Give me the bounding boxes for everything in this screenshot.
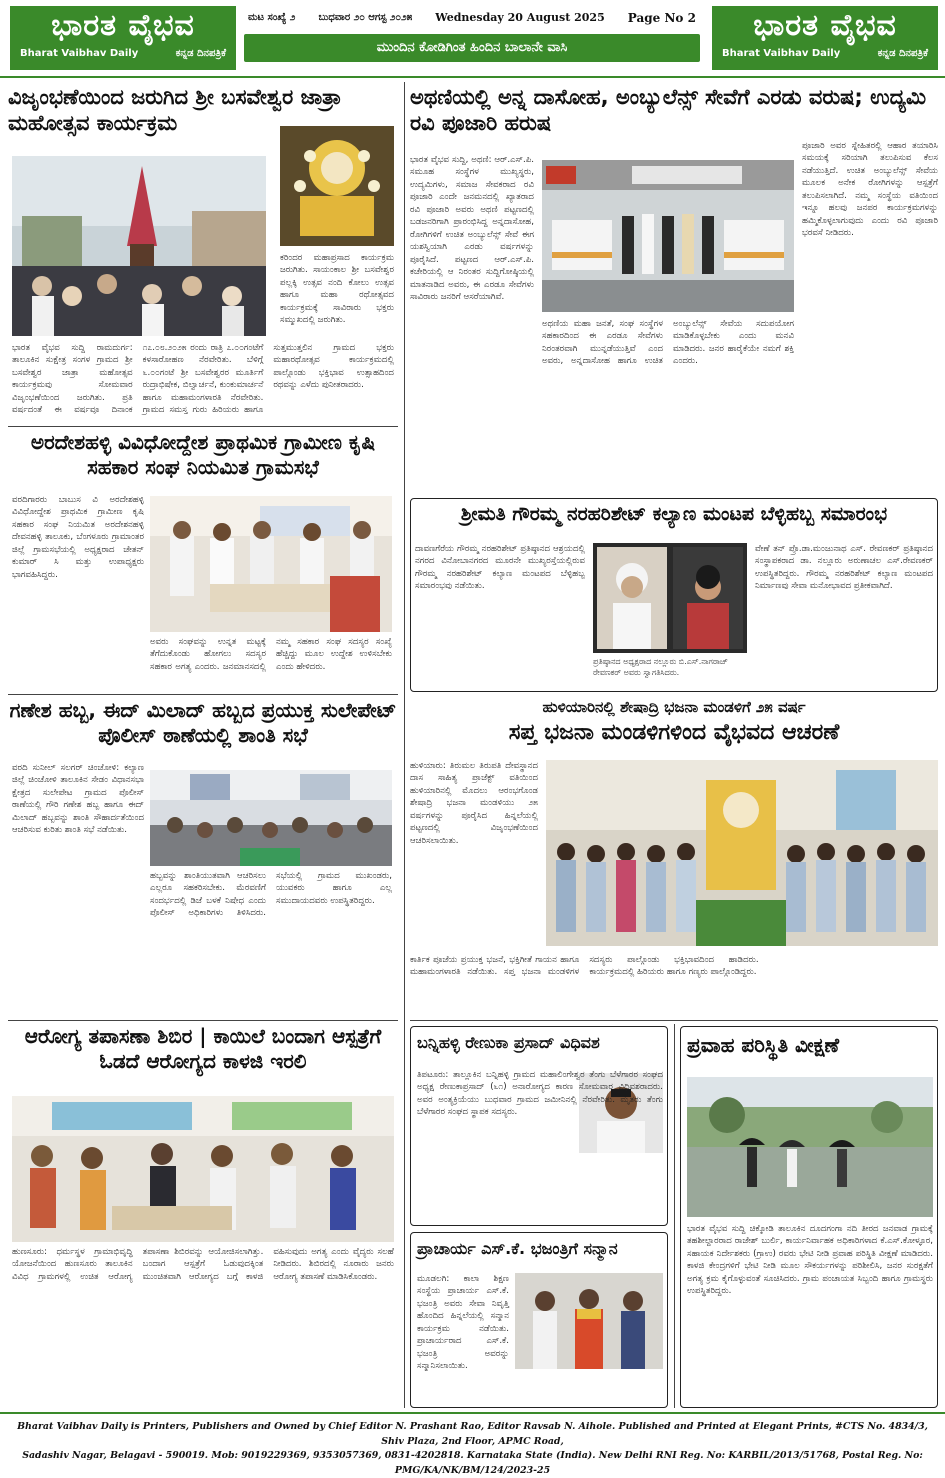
felicitation-photo <box>515 1273 663 1369</box>
article-headline: ಪ್ರವಾಹ ಪರಿಸ್ಥಿತಿ ವೀಕ್ಷಣೆ <box>687 1033 840 1057</box>
article-body-left: ಭಾರತ ವೈಭವ ಸುದ್ದಿ, ಅಥಣಿ: ಆರ್.ಎಸ್.ಪಿ. ಸಮೂಹ ಸಂಸ್ಥೆಗಳ ಮುಖ್ಯಸ್ಥರು, ಉದ್ಯಮಿಗಳು, ಸಮಾಜ ಸೇವಕರಾದ ರವಿ ಪೂಜಾರಿ ಎಂದೇ ಜನಮನದಲ್ಲಿ ಖ್ಯಾತರಾದ ರವಿ ಪೂಜಾರಿ ಅವರು ಅಥಣಿ ಪಟ್ಟಣದಲ್ಲಿ ಬಡಜನರಿಗಾಗಿ ಪ್ರಾರಂಭಿಸಿದ್ದ ಅನ್ನದಾಸೋಹ, ರೋಗಿಗಳಿಗೆ ಉಚಿತ ಅಂಬ್ಯುಲೆನ್ಸ್ ಸೇವೆ ಈಗ ಯಶಸ್ವಿಯಾಗಿ ಎರಡು ವರ್ಷಗಳನ್ನು ಪೂರೈಸಿದೆ. ಪಟ್ಟಣದ ಆರ್.ಎಸ್.ಪಿ. ಕಚೇರಿಯಲ್ಲಿ ಆ ನಿರಂತರ ಸುದ್ದಿಗೋಷ್ಠಿಯಲ್ಲಿ ಮಾತನಾಡಿದ ಅವರು, ಈ ಎರಡೂ ಸೇವೆಗಳು ಸಾವಿರಾರು ಜನರಿಗೆ ಆಸರೆಯಾಗಿವೆ. <box>410 155 534 302</box>
article-headline: ಆರೋಗ್ಯ ತಪಾಸಣಾ ಶಿಬಿರ | ಕಾಯಿಲೆ ಬಂದಾಗ ಆಸ್ಪತ್ರೆಗೆ ಓಡದೆ ಆರೋಗ್ಯದ ಕಾಳಜಿ ಇರಲಿ <box>24 1024 382 1073</box>
logo-title: ಭಾರತ ವೈಭವ <box>51 8 195 43</box>
imprint-footer <box>0 1412 945 1476</box>
logo-title: ಭಾರತ ವೈಭವ <box>753 8 897 43</box>
masthead-logo-right <box>712 6 938 70</box>
peace-meeting-photo <box>150 770 392 866</box>
article-headline: ಅಥಣಿಯಲ್ಲಿ ಅನ್ನ ದಾಸೋಹ, ಅಂಬ್ಯುಲೆನ್ಸ್ ಸೇವೆಗೆ ಎರಡು ವರುಷ; ಉದ್ಯಮಿ ರವಿ ಪೂಜಾರಿ ಹರುಷ <box>410 85 927 136</box>
masthead-info <box>244 8 700 62</box>
masthead-logo-left <box>10 6 236 70</box>
photo-caption: ಪ್ರತಿಷ್ಠಾನದ ಅಧ್ಯಕ್ಷರಾದ ನಲ್ಲೂರು ಬಿ.ಎಸ್.ನಾಗರಾಜ್ ರೇವಣಕರ್ ಅವರು ಸ್ವಾಗತಿಸಿದರು. <box>593 657 728 677</box>
masthead-rule <box>0 76 945 78</box>
article-headline: ಬನ್ನಿಹಳ್ಳಿ ರೇಣುಕಾ ಪ್ರಸಾದ್ ವಿಧಿವಶ <box>417 1033 600 1052</box>
article-body-right: ಕರಿಂದರ ಮಹಾಪ್ರಸಾದ ಕಾರ್ಯಕ್ರಮ ಜರುಗಿತು. ಸಾಯಂಕಾಲ ಶ್ರೀ ಬಸವೇಶ್ವರ ಪಲ್ಲಕ್ಕಿ ಉತ್ಸವ ನಂದಿ ಕೋಲು ಉತ್ಸವ ಹಾಗೂ ಮಹಾ ರಥೋತ್ಸವದ ಕಾರ್ಯಕ್ರಮಕ್ಕೆ ಸಾವಿರಾರು ಭಕ್ತರು ಸಮ್ಮುಖದಲ್ಲಿ ಜರುಗಿತು. <box>280 253 394 326</box>
page-number: Page No 2 <box>627 11 696 25</box>
imprint-line-2: Sadashiv Nagar, Belagavi - 590019. Mob: 9019229369, 9353057369, 0831-4202818. Karnataka State (India). New Delhi RNI Reg. No: KARBIL/2013/51768, Postal Reg. No: PMG/KA/NK/BM/124/2023-25 <box>22 1450 923 1476</box>
article-headline: ವಿಜೃಂಭಣೆಯಿಂದ ಜರುಗಿದ ಶ್ರೀ ಬಸವೇಶ್ವರ ಜಾತ್ರಾ ಮಹೋತ್ಸವ ಕಾರ್ಯಕ್ರಮ <box>8 85 342 136</box>
article-body-bottom: ಕಾರ್ತಿಕ ಪೂಜೆಯ ಪ್ರಯುಕ್ತ ಭಜನೆ, ಭಕ್ತಿಗೀತೆ ಗಾಯನ ಹಾಗೂ ಮಹಾಮಂಗಳಾರತಿ ನಡೆಯಿತು. ಸಪ್ತ ಭಜನಾ ಮಂಡಳಿಗಳ ಸದಸ್ಯರು ಪಾಲ್ಗೊಂಡು ಭಕ್ತಿಭಾವದಿಂದ ಹಾಡಿದರು. ಕಾರ್ಯಕ್ರಮದಲ್ಲಿ ಹಿರಿಯರು ಹಾಗೂ ಗಣ್ಯರು ಪಾಲ್ಗೊಂಡಿದ್ದರು. <box>410 955 759 978</box>
health-camp-photo <box>12 1096 394 1242</box>
issue-number: ಮಟ ಸಂಖ್ಯೆ ೨ <box>248 12 296 23</box>
article-gowramma <box>410 498 938 692</box>
date-kannada: ಬುಧವಾರ ೨೦ ಆಗಸ್ಟ ೨೦೨೫ <box>318 12 413 23</box>
logo-subtitle-en: Bharat Vaibhav Daily <box>722 48 841 59</box>
article-basaveshwara <box>8 84 398 424</box>
article-body: ಭಾರತ ವೈಭವ ಸುದ್ದಿ ಚಿಕ್ಕೋಡಿ ತಾಲೂಕಿನ ದೂದಗಂಗಾ ನದಿ ತೀರದ ಜನವಾಡ ಗ್ರಾಮಕ್ಕೆ ತಹಶೀಲ್ದಾರರಾದ ರಾಜೇಶ್ ಬುರ್ಲಿ, ಕಾರ್ಯನಿರ್ವಾಹಕ ಅಧಿಕಾರಿಗಳಾದ ಕೆ.ಎಸ್.ಕೋಳ್ಳೂರ, ಸಹಾಯಕ ನಿರ್ದೇಶಕರು (ಗ್ರಾಉ) ರವರು ಭೇಟಿ ನೀಡಿ ಪ್ರವಾಹ ಪರಿಸ್ಥಿತಿ ವೀಕ್ಷಣೆ ಮಾಡಿದರು. ಕಾಳಜಿ ಕೇಂದ್ರಗಳಿಗೆ ಭೇಟಿ ನೀಡಿ ಮೂಲ ಸೌಕರ್ಯಗಳನ್ನು ಪರಿಶೀಲಿಸಿ, ಜನರ ಸುರಕ್ಷತೆಗೆ ಅಗತ್ಯ ಕ್ರಮ ಕೈಗೊಳ್ಳುವಂತೆ ಸೂಚಿಸಿದರು. ಗ್ರಾಮ ಪಂಚಾಯತ ಸಿಬ್ಬಂದಿ ಹಾಗೂ ಗ್ರಾಮಸ್ಥರು ಉಪಸ್ಥಿತರಿದ್ದರು. <box>687 1224 933 1297</box>
slogan-banner: ಮುಂದಿನ ಕೋಡಿಗಿಂತ ಹಿಂದಿನ ಬಾಲಾನೇ ವಾಸಿ <box>244 34 700 62</box>
article-aradeshahalli <box>8 430 398 692</box>
article-body: ತಿಪಟೂರು: ತಾಲ್ಲೂಕಿನ ಬನ್ನಿಹಳ್ಳಿ ಗ್ರಾಮದ ಮಹಾಲಿಂಗೇಶ್ವರ ತೆಂಗು ಬೆಳೆಗಾರರ ಸಂಘದ ಅಧ್ಯಕ್ಷ ರೇಣುಕಾಪ್ರಸಾದ್ (೬೧) ಅನಾರೋಗ್ಯದ ಕಾರಣ ಸೋಮವಾರ ವಿಧಿವಶರಾದರು. ಅವರ ಅಂತ್ಯಕ್ರಿಯೆಯು ಬುಧವಾರ ಗ್ರಾಮದ ಜಮೀನಿನಲ್ಲಿ ನೆರವೇರಿತು. ಮೃತರು ತೆಂಗು ಬೆಳೆಗಾರರ ಸಂಘದ ಸ್ಥಾಪಕ ಸದಸ್ಯರು. <box>417 1070 663 1118</box>
article-body-right: ವೇಣೆ ತನ್ ಪ್ರೊ.ಡಾ.ಮಂಜುನಾಥ ಎಸ್. ರೇವಣಕರ್ ಪ್ರತಿಷ್ಠಾನದ ಸಂಸ್ಥಾಪಕರಾದ ಡಾ. ನಲ್ಲೂರು ಅರುಣಾಚಲ ಎಸ್.ರೇವಣಕರ್ ಉಪಸ್ಥಿತರಿದ್ದರು. ಗೌರಮ್ಮ ನರಹರಿಶೇಟ್ ಕಲ್ಯಾಣ ಮಂಟಪದ ನಿರ್ಮಾಣವು ಸೇವಾ ಮನೋಭಾವದ ಪ್ರತೀಕವಾಗಿದೆ. <box>755 544 933 592</box>
column-divider <box>674 1024 675 1408</box>
portrait-photo <box>593 543 747 653</box>
article-body-bottom: ಅವರು ಸಂಘವನ್ನು ಉನ್ನತ ಮಟ್ಟಕ್ಕೆ ತೆಗೆದುಕೊಂಡು ಹೋಗಲು ಸದಸ್ಯರ ಸಹಕಾರ ಅಗತ್ಯ ಎಂದರು. ಜನಮಾನಸದಲ್ಲಿ ನಮ್ಮ ಸಹಕಾರ ಸಂಘ ಸದಸ್ಯರ ಸಂಖ್ಯೆ ಹೆಚ್ಚಿದ್ದು ಮೂಲ ಉದ್ದೇಶ ಉಳಿಸಬೇಕು ಎಂದು ಹೇಳಿದರು. <box>150 637 392 672</box>
masthead <box>0 0 945 76</box>
article-athani <box>410 84 938 496</box>
article-body-mid: ಅಥಣಿಯ ಮಹಾ ಜನತೆ, ಸಂಘ ಸಂಸ್ಥೆಗಳ ಸಹಕಾರದಿಂದ ಈ ಎರಡೂ ಸೇವೆಗಳು ನಿರಂತರವಾಗಿ ಮುನ್ನಡೆಯುತ್ತಿವೆ ಎಂದ ಅವರು, ಅನ್ನದಾಸೋಹ ಹಾಗೂ ಉಚಿತ ಅಂಬ್ಯುಲೆನ್ಸ್ ಸೇವೆಯ ಸದುಪಯೋಗ ಮಾಡಿಕೊಳ್ಳಬೇಕು ಎಂದು ಮನವಿ ಮಾಡಿದರು. ಜನರ ಹಾರೈಕೆಯೇ ನಮಗೆ ಶಕ್ತಿ ಎಂದರು. <box>542 319 794 367</box>
section-divider <box>8 426 398 427</box>
bhajana-group-photo <box>546 760 938 946</box>
deity-photo <box>280 126 394 246</box>
flood-inspection-photo <box>687 1077 933 1217</box>
article-body-left: ವರದಿಗಾರರು ಬಾಬುಸ ವಿ ಅರದೇಶಹಳ್ಳಿ ವಿವಿಧೋದ್ದೇಶ ಪ್ರಾಥಮಿಕ ಗ್ರಾಮೀಣ ಕೃಷಿ ಸಹಕಾರ ಸಂಘ ನಿಯಮಿತ ಅರದೇಶನಹಳ್ಳಿ ದೇವನಹಳ್ಳಿ ತಾಲೂಕು, ಬೆಂಗಳೂರು ಗ್ರಾಮಾಂತರ ಜಿಲ್ಲೆ ಗ್ರಾಮಸಭೆಯಲ್ಲಿ ಅಧ್ಯಕ್ಷರಾದ ಚೇತನ್ ಕುಮಾರ್ ಸಿ ಮತ್ತು ಉಪಾಧ್ಯಕ್ಷರು ಭಾಗವಹಿಸಿದ್ದರು. <box>12 495 144 580</box>
imprint-line-1: Bharat Vaibhav Daily is Printers, Publishers and Owned by Chief Editor N. Prashant Rao, Editor Ravsab N. Aihole. Published and Printed at Elegant Prints, #CTS No. 4834/3, Shiv Plaza, 2nd Floor, APMC Road, <box>17 1421 928 1447</box>
article-body-left: ಹುಳಿಯಾರು: ತಿರುಮಲ ತಿರುಪತಿ ದೇವಸ್ಥಾನದ ದಾಸ ಸಾಹಿತ್ಯ ಪ್ರಾಜೆಕ್ಟ್ ವತಿಯಿಂದ ಹುಳಿಯಾರಿನಲ್ಲಿ ಮೊದಲು ಆರಂಭಗೊಂಡ ಶೇಷಾದ್ರಿ ಭಜನಾ ಮಂಡಳಿಯು ೨೫ ವರ್ಷಗಳನ್ನು ಪೂರೈಸಿದ ಹಿನ್ನಲೆಯಲ್ಲಿ ಪಟ್ಟಣದಲ್ಲಿ ವಿಜೃಂಭಣೆಯಿಂದ ಆಚರಿಸಲಾಯಿತು. <box>410 761 538 846</box>
logo-subtitle-kn: ಕನ್ನಡ ದಿನಪತ್ರಿಕೆ <box>175 48 226 59</box>
article-bhajana <box>410 698 938 1018</box>
article-headline: ಗಣೇಶ ಹಬ್ಬ, ಈದ್ ಮಿಲಾದ್ ಹಬ್ಬದ ಪ್ರಯುಕ್ತ ಸುಲೇಪೇಟ್ ಪೊಲೀಸ್ ಠಾಣೆಯಲ್ಲಿ ಶಾಂತಿ ಸಭೆ <box>9 698 397 747</box>
logo-subtitle-kn: ಕನ್ನಡ ದಿನಪತ್ರಿಕೆ <box>877 48 928 59</box>
meeting-photo <box>150 496 392 632</box>
section-divider <box>410 1020 938 1021</box>
logo-subtitle-en: Bharat Vaibhav Daily <box>20 48 139 59</box>
article-ganesha <box>8 698 398 1018</box>
date-english: Wednesday 20 August 2025 <box>435 11 605 24</box>
ambulance-photo <box>542 160 794 312</box>
article-renukaprasad <box>410 1026 668 1226</box>
article-headline: ಪ್ರಾಚಾರ್ಯ ಎಸ್.ಕೆ. ಭಜಂತ್ರಿಗೆ ಸನ್ಮಾನ <box>417 1239 618 1258</box>
section-divider <box>8 694 398 695</box>
article-headline: ಶ್ರೀಮತಿ ಗೌರಮ್ಮ ನರಹರಿಶೇಟ್ ಕಲ್ಯಾಣ ಮಂಟಪ ಬೆಳ್ಳಿಹಬ್ಬ ಸಮಾರಂಭ <box>460 503 888 525</box>
article-body-left: ವರದಿ ಸುನೀಲ್ ಸಲಗರ್ ಚಿಂಚೋಳಿ: ಕಲ್ಯಾಣ ಜಿಲ್ಲೆ ಚಿಂಚೋಳಿ ತಾಲೂಕಿನ ಸೇಡಂ ವಿಧಾನಸಭಾ ಕ್ಷೇತ್ರದ ಸುಲೇಪೇಟ ಗ್ರಾಮದ ಪೊಲೀಸ್ ಠಾಣೆಯಲ್ಲಿ ಗೌರಿ ಗಣೇಶ ಹಬ್ಬ ಹಾಗೂ ಈದ್ ಮಿಲಾದ್ ಹಬ್ಬವನ್ನು ಶಾಂತಿ ಸೌಹಾರ್ದತೆಯಿಂದ ಆಚರಿಸುವ ಕುರಿತು ಶಾಂತಿ ಸಭೆ ನಡೆಯಿತು. <box>12 763 144 836</box>
article-body-left: ದಾವಣಗೆರೆಯ ಗೌರಮ್ಮ ನರಹರಿಶೇಟ್ ಪ್ರತಿಷ್ಠಾನದ ಆಶ್ರಯದಲ್ಲಿ ನಗರದ ವಿನೋಬಾನಗರದ ಮೂರನೇ ಮುಖ್ಯರಸ್ತೆಯಲ್ಲಿರುವ ಗೌರಮ್ಮ ನರಹರಿಶೇಟ್ ಕಲ್ಯಾಣ ಮಂಟಪದ ಬೆಳ್ಳಿಹಬ್ಬ ಸಮಾರಂಭವು ನಡೆಯಿತು. <box>415 544 585 592</box>
article-body: ಹುಣಸೂರು: ಧರ್ಮಸ್ಥಳ ಗ್ರಾಮಾಭಿವೃದ್ಧಿ ಯೋಜನೆಯಿಂದ ಹುಣಸೂರು ತಾಲೂಕಿನ ವಿವಿಧ ಗ್ರಾಮಗಳಲ್ಲಿ ಉಚಿತ ಆರೋಗ್ಯ ತಪಾಸಣಾ ಶಿಬಿರವನ್ನು ಆಯೋಜಿಸಲಾಗಿತ್ತು. ಬಂದಾಗ ಆಸ್ಪತ್ರೆಗೆ ಓಡುವುದಕ್ಕಿಂತ ಮುಂಚಿತವಾಗಿ ಆರೋಗ್ಯದ ಬಗ್ಗೆ ಕಾಳಜಿ ವಹಿಸುವುದು ಅಗತ್ಯ ಎಂದು ವೈದ್ಯರು ಸಲಹೆ ನೀಡಿದರು. ಶಿಬಿರದಲ್ಲಿ ನೂರಾರು ಜನರು ಆರೋಗ್ಯ ತಪಾಸಣೆ ಮಾಡಿಸಿಕೊಂಡರು. <box>12 1247 394 1282</box>
section-divider <box>8 1020 398 1021</box>
article-body: ಭಾರತ ವೈಭವ ಸುದ್ದಿ ರಾಮದುರ್ಗ: ತಾಲೂಕಿನ ಸುಕ್ಷೇತ್ರ ಸಂಗಳ ಗ್ರಾಮದ ಶ್ರೀ ಬಸವೇಶ್ವರ ಜಾತ್ರಾ ಮಹೋತ್ಸವ ಕಾರ್ಯಕ್ರಮವು ಸೋಮವಾರ ವಿಜೃಂಭಣೆಯಿಂದ ಜರುಗಿತು. ಪ್ರತಿ ವರ್ಷದಂತೆ ಈ ವರ್ಷವೂ ದಿನಾಂಕ ೧೭.೦೮.೨೦೨೫ ರಂದು ರಾತ್ರಿ ೭.೦೦ಗಂಟೆಗೆ ಕಳಸಾರೋಹಣ ನೆರವೇರಿತು. ಬೆಳಿಗ್ಗೆ ೬.೦೦ಗಂಟೆ ಶ್ರೀ ಬಸವೇಶ್ವರರ ಮೂರ್ತಿಗೆ ರುದ್ರಾಭಿಷೇಕ, ಬಿಲ್ವಾರ್ಚನೆ, ಕುಂಕುಮಾರ್ಚನೆ ಹಾಗೂ ಮಹಾಮಂಗಳಾರತಿ ನೆರವೇರಿತು. ಗ್ರಾಮದ ಸಮಸ್ತ ಗುರು ಹಿರಿಯರು ಹಾಗೂ ಸುತ್ತಮುತ್ತಲಿನ ಗ್ರಾಮದ ಭಕ್ತರು ಮಹಾರಥೋತ್ಸವ ಕಾರ್ಯಕ್ರಮದಲ್ಲಿ ಪಾಲ್ಗೊಂಡು ಭಕ್ತಿಭಾವ ಉತ್ಸಾಹದಿಂದ ರಥವನ್ನು ಎಳೆದು ಪುನೀತರಾದರು. <box>12 343 394 416</box>
article-arogya <box>8 1024 398 1408</box>
article-headline: ಸಪ್ತ ಭಜನಾ ಮಂಡಳಿಗಳಿಂದ ವೈಭವದ ಆಚರಣೆ <box>508 719 840 745</box>
issue-info-row <box>244 8 700 28</box>
logo-subtitle <box>10 46 236 62</box>
article-headline: ಅರದೇಶಹಳ್ಳಿ ವಿವಿಧೋದ್ದೇಶ ಪ್ರಾಥಮಿಕ ಗ್ರಾಮೀಣ ಕೃಷಿ ಸಹಕಾರ ಸಂಘ ನಿಯಮಿತ ಗ್ರಾಮಸಭೆ <box>30 430 376 479</box>
article-body-bottom: ಹಬ್ಬವನ್ನು ಶಾಂತಿಯುತವಾಗಿ ಆಚರಿಸಲು ಎಲ್ಲರೂ ಸಹಕರಿಸಬೇಕು. ಮೆರವಣಿಗೆ ಸಂದರ್ಭದಲ್ಲಿ ಡಿಜೆ ಬಳಕೆ ನಿಷೇಧ ಎಂದು ಪೊಲೀಸ್ ಅಧಿಕಾರಿಗಳು ತಿಳಿಸಿದರು. ಸಭೆಯಲ್ಲಿ ಗ್ರಾಮದ ಮುಖಂಡರು, ಯುವಕರು ಹಾಗೂ ಎಲ್ಲ ಸಮುದಾಯದವರು ಉಪಸ್ಥಿತರಿದ್ದರು. <box>150 871 392 919</box>
logo-subtitle <box>712 46 938 62</box>
chariot-photo <box>12 156 266 336</box>
article-kicker: ಹುಳಿಯಾರಿನಲ್ಲಿ ಶೇಷಾದ್ರಿ ಭಜನಾ ಮಂಡಳಿಗೆ ೨೫ ವರ್ಷ <box>542 698 806 716</box>
column-divider <box>404 82 405 1408</box>
article-body: ಮೂಡಲಗಿ: ಕಾಲಾ ಶಿಕ್ಷಣ ಸಂಸ್ಥೆಯ ಪ್ರಾಚಾರ್ಯ ಎಸ್.ಕೆ. ಭಜಂತ್ರಿ ಅವರು ಸೇವಾ ನಿವೃತ್ತಿ ಹೊಂದಿದ ಹಿನ್ನಲೆಯಲ್ಲಿ ಸನ್ಮಾನ ಕಾರ್ಯಕ್ರಮ ನಡೆಯಿತು. ಪ್ರಾಚಾರ್ಯರಾದ ಎಸ್.ಕೆ. ಭಜಂತ್ರಿ ಅವರನ್ನು ಸನ್ಮಾನಿಸಲಾಯಿತು. <box>417 1274 509 1372</box>
article-pravaha <box>680 1026 938 1408</box>
article-body-right: ಪೂಜಾರಿ ಅವರ ಸ್ನೇಹಿತರಲ್ಲಿ ಆಹಾರ ತಯಾರಿಸಿ ಸಮಯಕ್ಕೆ ಸರಿಯಾಗಿ ತಲುಪಿಸುವ ಕೆಲಸ ನಡೆಯುತ್ತಿದೆ. ಉಚಿತ ಅಂಬ್ಯುಲೆನ್ಸ್ ಸೇವೆಯ ಮೂಲಕ ಅನೇಕ ರೋಗಿಗಳನ್ನು ಆಸ್ಪತ್ರೆಗೆ ತಲುಪಿಸಲಾಗಿದೆ. ನಮ್ಮ ಸಂಸ್ಥೆಯ ವತಿಯಿಂದ ಇನ್ನೂ ಹಲವು ಜನಪರ ಕಾರ್ಯಕ್ರಮಗಳನ್ನು ಹಮ್ಮಿಕೊಳ್ಳಲಾಗುವುದು ಎಂದು ರವಿ ಪೂಜಾರಿ ಭರವಸೆ ನೀಡಿದರು. <box>802 141 938 239</box>
article-bhajantri <box>410 1232 668 1408</box>
